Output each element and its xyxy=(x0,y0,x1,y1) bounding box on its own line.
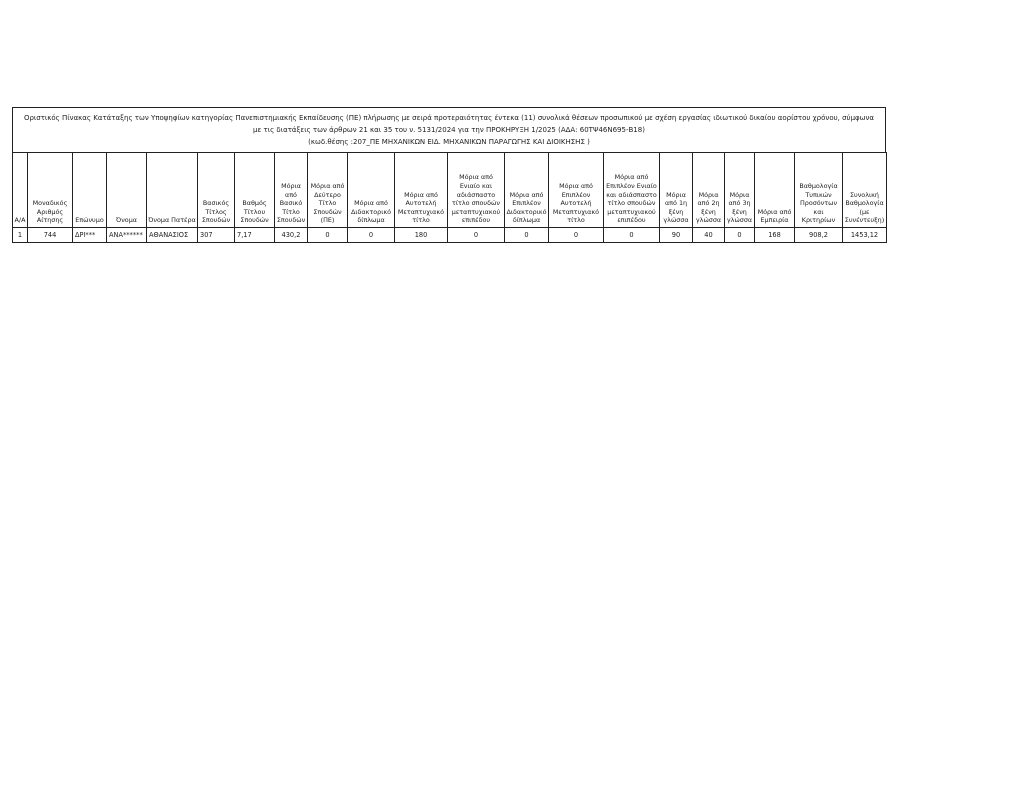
table-title: Οριστικός Πίνακας Κατάταξης των Υποψηφίων κατηγορίας Πανεπιστημιακής Εκπαίδευσης (ΠΕ) πλήρωσης με σειρά προτεραιότητας έντεκα (11) συνολικά θέσεων προσωπικού με σχέση εργασίας ιδιωτικού δικαίου αορίστου χρόνου, σύμφωνα με τις διατάξεις των άρθρων 21 και 35 του ν. 5131/2024 για την ΠΡΟΚΗΡΥΞΗ 1/2025 (ΑΔΑ: 60ΤΨ46Ν695-Β18) xyxy=(23,114,875,134)
column-header: Μόρια από Διδακτορικό δίπλωμα xyxy=(348,153,395,228)
column-header: Επώνυμο xyxy=(73,153,107,228)
table-cell: 40 xyxy=(693,228,725,243)
table-cell: 0 xyxy=(448,228,505,243)
candidate-ranking-table xyxy=(12,152,887,243)
table-cell: ΑΘΑΝΑΣΙΟΣ xyxy=(147,228,198,243)
column-header: Βασικός Τίτλος Σπουδών xyxy=(198,153,235,228)
column-header: Μόρια από Επιπλέον Αυτοτελή Μεταπτυχιακό τίτλο xyxy=(549,153,604,228)
column-header: Μόρια από Επιπλέον Ενιαίο και αδιάσπαστο τίτλο σπουδών μεταπτυχιακού επιπέδου xyxy=(604,153,660,228)
table-cell: 90 xyxy=(660,228,693,243)
table-cell: 0 xyxy=(604,228,660,243)
table-cell: 307 xyxy=(198,228,235,243)
column-header: Μόρια από 3η ξένη γλώσσα xyxy=(725,153,755,228)
ranking-table-block xyxy=(12,107,886,243)
table-cell: 1 xyxy=(13,228,28,243)
column-header: Α/Α xyxy=(13,153,28,228)
table-cell: 180 xyxy=(395,228,448,243)
table-row xyxy=(13,228,887,243)
table-cell: 430,2 xyxy=(275,228,308,243)
table-cell: 0 xyxy=(549,228,604,243)
column-header: Μόρια από 2η ξένη γλώσσα xyxy=(693,153,725,228)
table-cell: ΔΡΙ*** xyxy=(73,228,107,243)
table-cell: 168 xyxy=(755,228,795,243)
column-header: Μόρια από Βασικό Τίτλο Σπουδών xyxy=(275,153,308,228)
column-header: Όνομα Πατέρα xyxy=(147,153,198,228)
table-cell: 0 xyxy=(725,228,755,243)
table-cell: 0 xyxy=(308,228,348,243)
column-header: Μόρια από Αυτοτελή Μεταπτυχιακό τίτλο xyxy=(395,153,448,228)
column-header: Βαθμολογία Τυπικών Προσόντων και Κριτηρίων xyxy=(795,153,843,228)
table-cell: ΑΝΑ****** xyxy=(107,228,147,243)
column-header: Μόρια από Δεύτερο Τίτλο Σπουδών (ΠΕ) xyxy=(308,153,348,228)
column-header: Μόρια από Ενιαίο και αδιάσπαστο τίτλο σπουδών μεταπτυχιακού επιπέδου xyxy=(448,153,505,228)
table-cell: 908,2 xyxy=(795,228,843,243)
table-cell: 744 xyxy=(28,228,73,243)
column-header: Όνομα xyxy=(107,153,147,228)
table-body xyxy=(13,228,887,243)
table-cell: 0 xyxy=(505,228,549,243)
table-title-box xyxy=(12,107,886,153)
column-header: Βαθμός Τίτλου Σπουδών xyxy=(235,153,275,228)
column-header: Μόρια από Εμπειρία xyxy=(755,153,795,228)
table-subtitle: (κωδ.θέσης :207_ΠΕ ΜΗΧΑΝΙΚΩΝ ΕΙΔ. ΜΗΧΑΝΙΚΩΝ ΠΑΡΑΓΩΓΗΣ ΚΑΙ ΔΙΟΙΚΗΣΗΣ ) xyxy=(308,138,590,146)
column-header: Συνολική Βαθμολογία (με Συνέντευξη) xyxy=(843,153,887,228)
table-cell: 7,17 xyxy=(235,228,275,243)
table-cell: 0 xyxy=(348,228,395,243)
table-cell: 1453,12 xyxy=(843,228,887,243)
header-row xyxy=(13,153,887,228)
column-header: Μοναδικός Αριθμός Αίτησης xyxy=(28,153,73,228)
column-header: Μόρια από 1η ξένη γλώσσα xyxy=(660,153,693,228)
column-header: Μόρια από Επιπλέον Διδακτορικό δίπλωμα xyxy=(505,153,549,228)
